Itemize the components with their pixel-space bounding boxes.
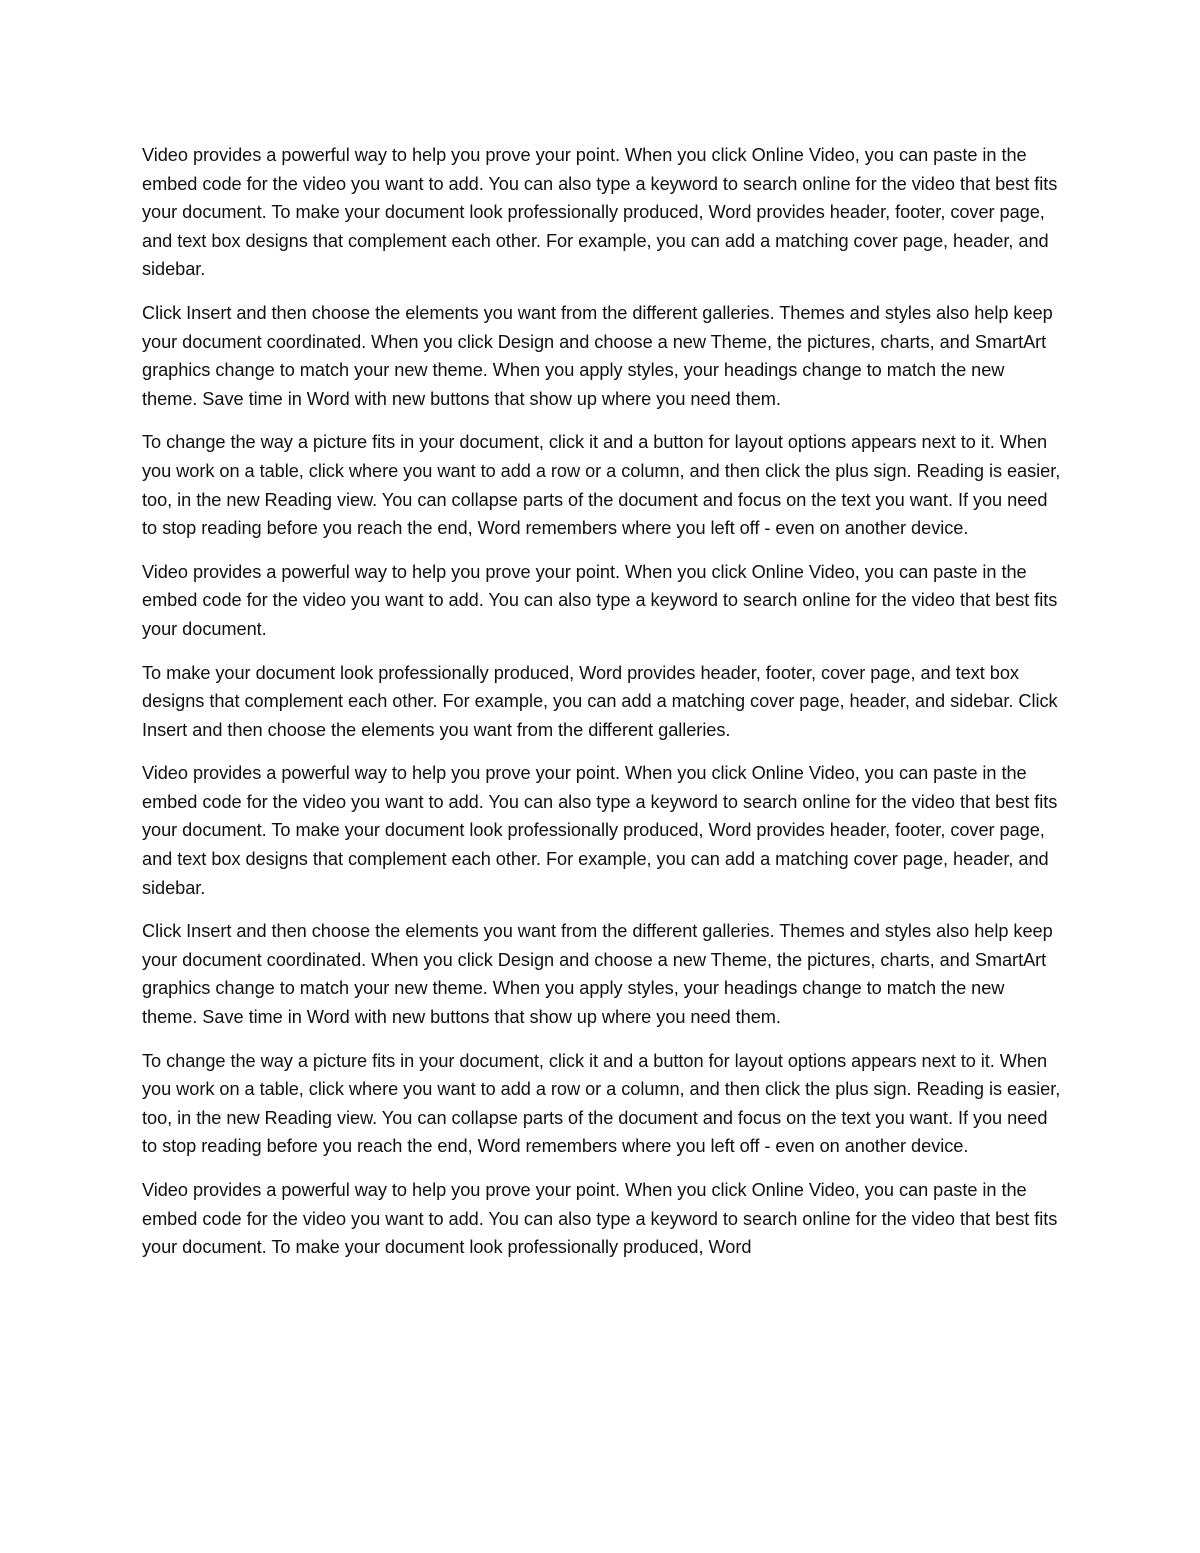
paragraph-7: Click Insert and then choose the elements you want from the different galleries. Themes and styles also help keep your document coordinated. When you click Design and choose a new Theme, the pictures, charts, and SmartArt graphics change to match your new theme. When you apply styles, your headings change to match the new theme. Save time in Word with new buttons that show up where you need them. [142,921,1053,1028]
paragraph-1: Video provides a powerful way to help you prove your point. When you click Online Video, you can paste in the embed code for the video you want to add. You can also type a keyword to search online for the video that best fits your document. To make your document look professionally produced, Word provides header, footer, cover page, and text box designs that complement each other. For example, you can add a matching cover page, header, and sidebar. [142,145,1058,280]
paragraph-2: Click Insert and then choose the elements you want from the different galleries. Themes and styles also help keep your document coordinated. When you click Design and choose a new Theme, the pictures, charts, and SmartArt graphics change to match your new theme. When you apply styles, your headings change to match the new theme. Save time in Word with new buttons that show up where you need them. [142,302,1053,409]
document-body [142,141,1064,1262]
paragraph-3: To change the way a picture fits in your document, click it and a button for layout options appears next to it. When you work on a table, click where you want to add a row or a column, and then click the plus sign. Reading is easier, too, in the new Reading view. You can collapse parts of the document and focus on the text you want. If you need to stop reading before you reach the end, Word remembers where you left off - even on another device. [142,432,1061,539]
paragraph-8: To change the way a picture fits in your document, click it and a button for layout options appears next to it. When you work on a table, click where you want to add a row or a column, and then click the plus sign. Reading is easier, too, in the new Reading view. You can collapse parts of the document and focus on the text you want. If you need to stop reading before you reach the end, Word remembers where you left off - even on another device. [142,1050,1061,1157]
paragraph-5: To make your document look professionally produced, Word provides header, footer, cover page, and text box designs that complement each other. For example, you can add a matching cover page, header, and sidebar. Click Insert and then choose the elements you want from the different galleries. [142,662,1058,740]
paragraph-4: Video provides a powerful way to help you prove your point. When you click Online Video, you can paste in the embed code for the video you want to add. You can also type a keyword to search online for the video that best fits your document. [142,561,1058,639]
paragraph-6: Video provides a powerful way to help you prove your point. When you click Online Video, you can paste in the embed code for the video you want to add. You can also type a keyword to search online for the video that best fits your document. To make your document look professionally produced, Word provides header, footer, cover page, and text box designs that complement each other. For example, you can add a matching cover page, header, and sidebar. [142,763,1058,898]
paragraph-9: Video provides a powerful way to help you prove your point. When you click Online Video, you can paste in the embed code for the video you want to add. You can also type a keyword to search online for the video that best fits your document. To make your document look professionally produced, Word [142,1180,1058,1258]
